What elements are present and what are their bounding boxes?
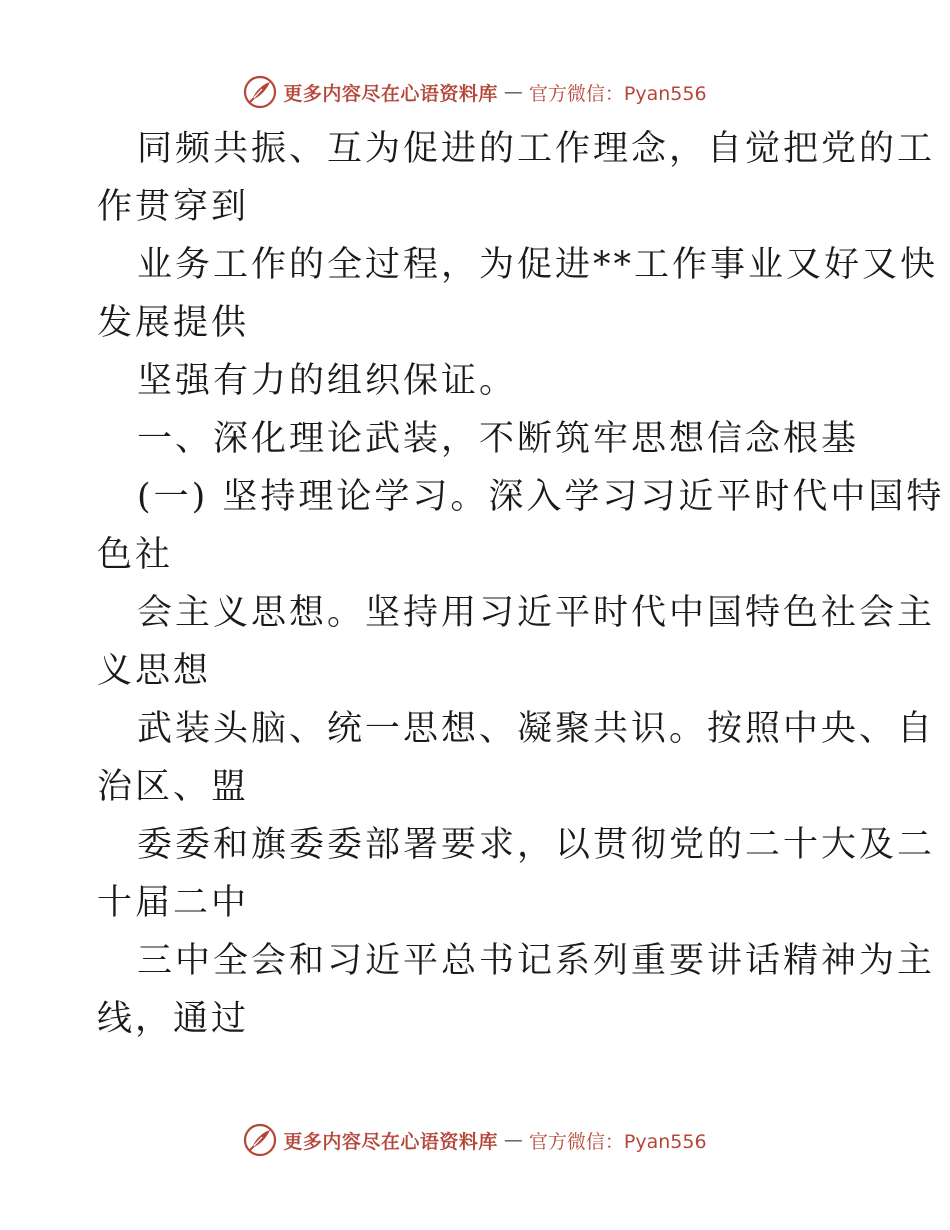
- feather-pen-logo-icon: [243, 1123, 277, 1157]
- paragraph-line: 十届二中: [97, 883, 250, 923]
- header-separator: —: [503, 81, 523, 103]
- paragraph-line: 色社: [97, 535, 174, 575]
- page-footer-banner: [0, 1120, 950, 1160]
- page-header-banner: [0, 72, 950, 112]
- paragraph-line: 武装头脑、统一思想、凝聚共识。按照中央、自: [137, 709, 936, 749]
- paragraph-line: 委委和旗委委部署要求，以贯彻党的二十大及二: [137, 825, 936, 865]
- paragraph-line: 发展提供: [97, 303, 250, 343]
- paragraph-line: 坚强有力的组织保证。: [137, 361, 518, 401]
- feather-pen-logo-icon: [243, 75, 277, 109]
- paragraph-line: 作贯穿到: [97, 187, 250, 227]
- footer-wechat-text: 官方微信：Pyan556: [528, 1130, 707, 1153]
- paragraph-line: 义思想: [97, 651, 212, 691]
- header-site-text: 更多内容尽在心语资料库: [283, 82, 498, 105]
- paragraph-line: 同频共振、互为促进的工作理念，自觉把党的工: [137, 129, 936, 169]
- paragraph-line: 会主义思想。坚持用习近平时代中国特色社会主: [137, 593, 936, 633]
- footer-site-text: 更多内容尽在心语资料库: [283, 1130, 498, 1153]
- header-wechat-text: 官方微信：Pyan556: [528, 82, 707, 105]
- document-body: [97, 120, 945, 1048]
- paragraph-line: 线，通过: [97, 999, 250, 1039]
- paragraph-line: (一) 坚持理论学习。深入学习习近平时代中国特: [137, 477, 945, 517]
- paragraph-line: 业务工作的全过程，为促进**工作事业又好又快: [137, 245, 939, 285]
- paragraph-line: 治区、盟: [97, 767, 250, 807]
- section-heading: 一、深化理论武装，不断筑牢思想信念根基: [137, 419, 860, 459]
- paragraph-line: 三中全会和习近平总书记系列重要讲话精神为主: [137, 941, 936, 981]
- footer-separator: —: [503, 1129, 523, 1151]
